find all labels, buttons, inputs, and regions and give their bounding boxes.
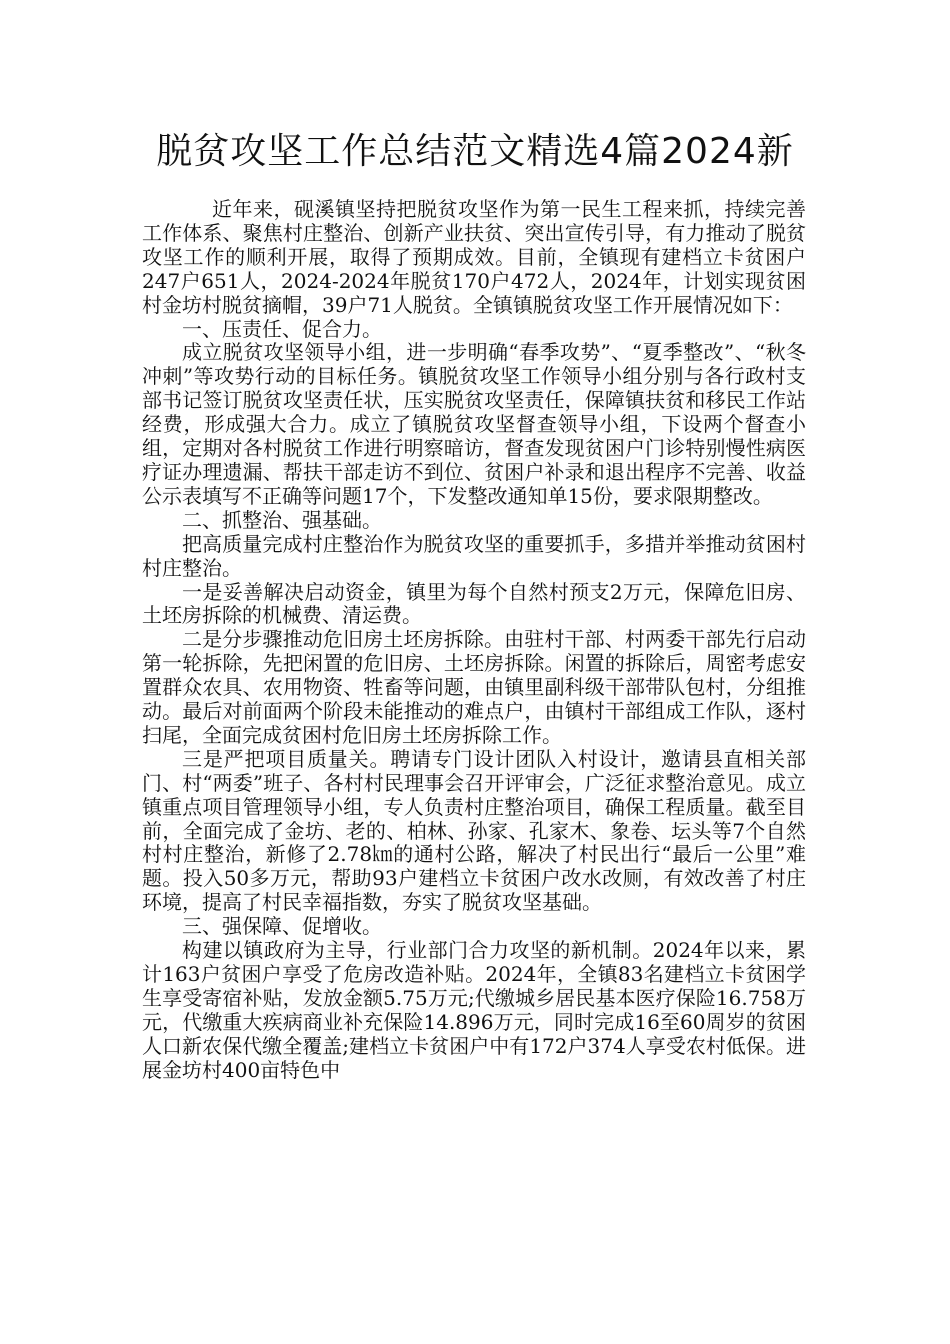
paragraph: 三是严把项目质量关。聘请专门设计团队入村设计，邀请县直相关部门、村“两委”班子、各村村民理事会召开评审会，广泛征求整治意见。成立镇重点项目管理领导小组，专人负责村庄整治项目，确保工程质量。截至目前，全面完成了金坊、老的、柏林、孙家、孔家木、象卷、坛头等7个自然村村庄整治，新修了2.78㎞的通村公路，解决了村民出行“最后一公里”难题。投入50多万元，帮助93户建档立卡贫困户改水改厕，有效改善了村庄环境，提高了村民幸福指数，夯实了脱贫攻坚基础。 — [142, 746, 806, 915]
section-heading-3: 三、强保障、促增收。 — [182, 914, 382, 939]
section-heading-2: 二、抓整治、强基础。 — [182, 507, 382, 532]
paragraph: 二是分步骤推动危旧房土坯房拆除。由驻村干部、村两委干部先行启动第一轮拆除，先把闲置的危旧房、土坯房拆除。闲置的拆除后，周密考虑安置群众农具、农用物资、牲畜等问题，由镇里副科级干部带队包村，分组推动。最后对前面两个阶段未能推动的难点户，由镇村干部组成工作队，逐村扫尾，全面完成贫困村危旧房土坯房拆除工作。 — [142, 627, 806, 747]
document-body — [142, 198, 806, 1083]
paragraph: 构建以镇政府为主导，行业部门合力攻坚的新机制。2024年以来，累计163户贫困户享受了危房改造补贴。2024年，全镇83名建档立卡贫困学生享受寄宿补贴，发放金额5.75万元;代缴城乡居民基本医疗保险16.758万元，代缴重大疾病商业补充保险14.896万元，同时完成16至60周岁的贫困人口新农保代缴全覆盖;建档立卡贫困户中有172户374人享受农村低保。进展金坊村400亩特色中 — [142, 938, 806, 1082]
paragraph: 一是妥善解决启动资金，镇里为每个自然村预支2万元，保障危旧房、土坯房拆除的机械费、清运费。 — [142, 579, 806, 628]
document-title: 脱贫攻坚工作总结范文精选4篇2024新 — [156, 131, 794, 172]
paragraph: 成立脱贫攻坚领导小组，进一步明确“春季攻势”、“夏季整改”、“秋冬冲刺”等攻势行动的目标任务。镇脱贫攻坚工作领导小组分别与各行政村支部书记签订脱贫攻坚责任状，压实脱贫攻坚责任，保障镇扶贫和移民工作站经费，形成强大合力。成立了镇脱贫攻坚督查领导小组，下设两个督查小组，定期对各村脱贫工作进行明察暗访，督查发现贫困户门诊特别慢性病医疗证办理遗漏、帮扶干部走访不到位、贫困户补录和退出程序不完善、收益公示表填写不正确等问题17个，下发整改通知单15份，要求限期整改。 — [142, 340, 806, 508]
paragraph-intro: 近年来，砚溪镇坚持把脱贫攻坚作为第一民生工程来抓，持续完善工作体系、聚焦村庄整治、创新产业扶贫、突出宣传引导，有力推动了脱贫攻坚工作的顺利开展，取得了预期成效。目前，全镇现有建档立卡贫困户247户651人，2024-2024年脱贫170户472人，2024年，计划实现贫困村金坊村脱贫摘帽，39户71人脱贫。全镇镇脱贫攻坚工作开展情况如下： — [142, 197, 806, 317]
paragraph: 把高质量完成村庄整治作为脱贫攻坚的重要抓手，多措并举推动贫困村村庄整治。 — [142, 531, 806, 580]
section-heading-1: 一、压责任、促合力。 — [182, 316, 382, 341]
